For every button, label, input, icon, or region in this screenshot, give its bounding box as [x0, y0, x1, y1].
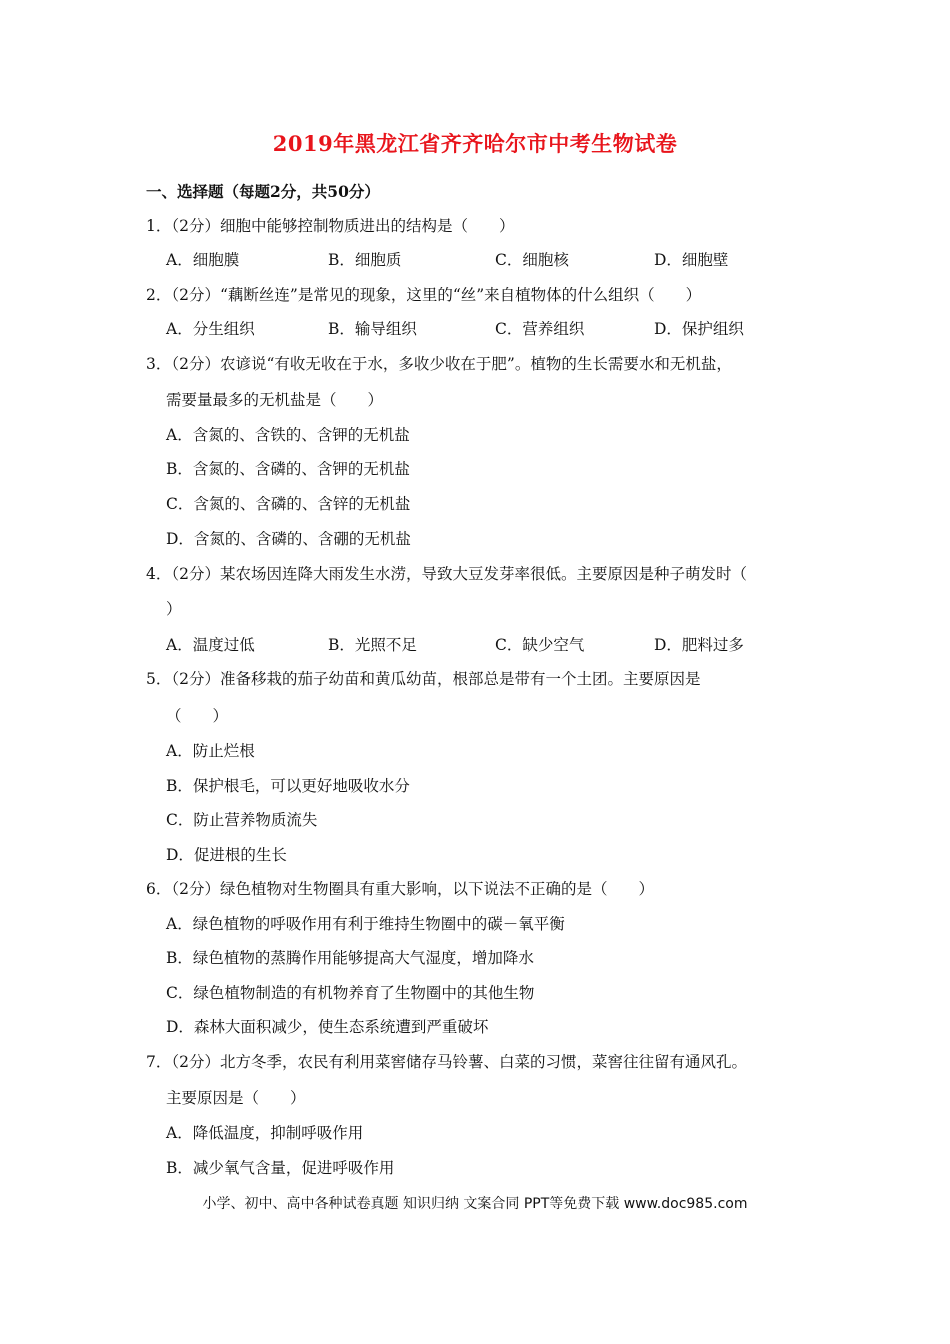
question-5-option-c: C．防止营养物质流失: [166, 811, 318, 829]
question-6-option-b: B．绿色植物的蒸腾作用能够提高大气湿度，增加降水: [166, 949, 534, 967]
question-5-option-d: D．促进根的生长: [166, 846, 287, 864]
question-3-stem: 3．（2分）农谚说“有收无收在于水，多收少收在于肥”。植物的生长需要水和无机盐，: [146, 355, 732, 373]
question-2-option-a: A．分生组织: [166, 320, 255, 338]
question-5-stem: 5．（2分）准备移栽的茄子幼苗和黄瓜幼苗，根部总是带有一个土团。主要原因是: [146, 670, 701, 688]
section-heading: 一、选择题（每题2分，共50分）: [146, 182, 380, 201]
page-title: 2019年黑龙江省齐齐哈尔市中考生物试卷: [272, 131, 678, 156]
question-1-option-a: A．细胞膜: [166, 251, 240, 269]
question-4-stem: 4．（2分）某农场因连降大雨发生水涝，导致大豆发芽率很低。主要原因是种子萌发时（: [146, 565, 747, 583]
question-2-option-c: C．营养组织: [495, 320, 585, 338]
question-1-stem: 1．（2分）细胞中能够控制物质进出的结构是（ ）: [146, 217, 515, 235]
question-6-stem: 6．（2分）绿色植物对生物圈具有重大影响，以下说法不正确的是（ ）: [146, 880, 654, 898]
question-5-stem-continued: （ ）: [166, 707, 229, 725]
question-3-option-b: B．含氮的、含磷的、含钾的无机盐: [166, 460, 410, 478]
question-5-option-b: B．保护根毛，可以更好地吸收水分: [166, 777, 410, 795]
question-7-option-a: A．降低温度，抑制呼吸作用: [166, 1124, 364, 1142]
question-1-option-d: D．细胞壁: [654, 251, 729, 269]
question-6-option-c: C．绿色植物制造的有机物养育了生物圈中的其他生物: [166, 984, 535, 1002]
question-2-option-b: B．输导组织: [328, 320, 417, 338]
question-5-option-a: A．防止烂根: [166, 742, 255, 760]
question-7-option-b: B．减少氧气含量，促进呼吸作用: [166, 1159, 395, 1177]
question-4-option-b: B．光照不足: [328, 636, 417, 654]
question-2-stem: 2．（2分）“藕断丝连”是常见的现象，这里的“丝”来自植物体的什么组织（ ）: [146, 286, 702, 304]
question-4-option-a: A．温度过低: [166, 636, 255, 654]
footer-watermark: 小学、初中、高中各种试卷真题 知识归纳 文案合同 PPT等免费下载 www.doc985.com: [202, 1196, 748, 1212]
question-3-stem-continued: 需要量最多的无机盐是（ ）: [166, 391, 384, 409]
question-4-option-c: C．缺少空气: [495, 636, 585, 654]
question-4-stem-continued: ）: [166, 600, 182, 618]
question-7-stem: 7．（2分）北方冬季，农民有利用菜窖储存马铃薯、白菜的习惯，菜窖往往留有通风孔。: [146, 1053, 747, 1071]
question-6-option-d: D．森林大面积减少，使生态系统遭到严重破坏: [166, 1018, 489, 1036]
question-6-option-a: A．绿色植物的呼吸作用有利于维持生物圈中的碳－氧平衡: [166, 915, 565, 933]
question-4-option-d: D．肥料过多: [654, 636, 744, 654]
question-2-option-d: D．保护组织: [654, 320, 744, 338]
question-3-option-a: A．含氮的、含铁的、含钾的无机盐: [166, 426, 410, 444]
question-1-option-c: C．细胞核: [495, 251, 569, 269]
question-3-option-d: D．含氮的、含磷的、含硼的无机盐: [166, 530, 411, 548]
question-1-option-b: B．细胞质: [328, 251, 402, 269]
question-7-stem-continued: 主要原因是（ ）: [166, 1089, 306, 1107]
question-3-option-c: C．含氮的、含磷的、含锌的无机盐: [166, 495, 411, 513]
